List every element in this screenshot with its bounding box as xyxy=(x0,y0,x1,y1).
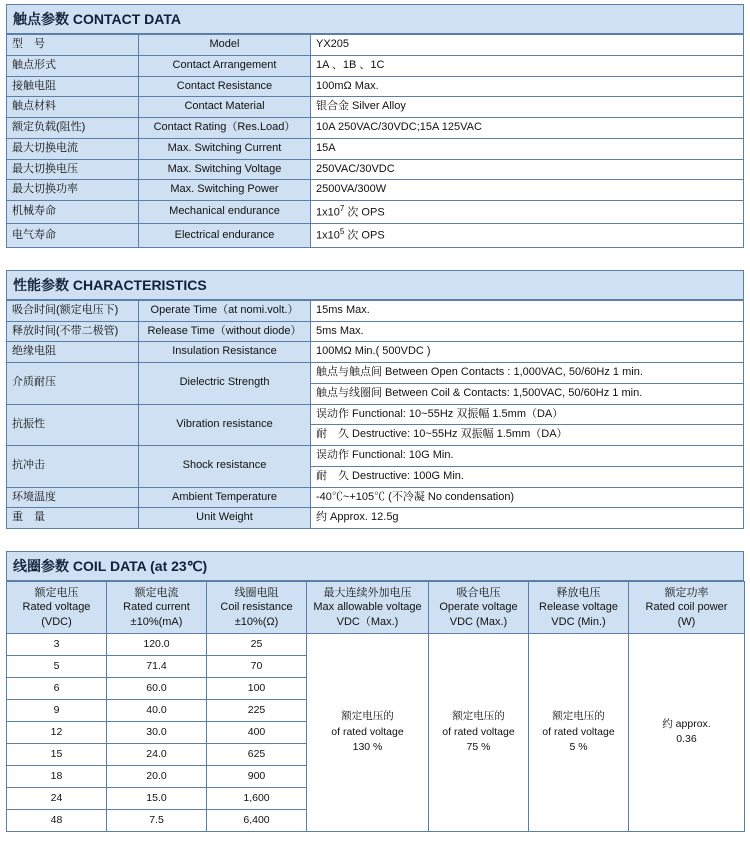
param-value: 2500VA/300W xyxy=(311,180,744,201)
param-label-cn: 环境温度 xyxy=(7,487,139,508)
param-value: 约 Approx. 12.5g xyxy=(311,508,744,529)
rated-voltage-value: 3 xyxy=(7,633,107,655)
param-value: 10A 250VAC/30VDC;15A 125VAC xyxy=(311,118,744,139)
param-value: -40℃~+105℃ (不冷凝 No condensation) xyxy=(311,487,744,508)
coil-resistance-value: 900 xyxy=(207,765,307,787)
param-label-en: Model xyxy=(139,35,311,56)
param-label-cn: 触点材料 xyxy=(7,97,139,118)
param-label-en: Electrical endurance xyxy=(139,224,311,247)
param-label-cn: 机械寿命 xyxy=(7,201,139,224)
rated-current-value: 15.0 xyxy=(107,787,207,809)
table-row xyxy=(7,159,744,180)
rated-current-value: 120.0 xyxy=(107,633,207,655)
rated-voltage-value: 12 xyxy=(7,721,107,743)
table-row xyxy=(7,446,744,467)
param-label-en: Max. Switching Power xyxy=(139,180,311,201)
table-row xyxy=(7,321,744,342)
param-value: 250VAC/30VDC xyxy=(311,159,744,180)
param-label-cn: 接触电阻 xyxy=(7,76,139,97)
table-row xyxy=(7,487,744,508)
table-row xyxy=(7,180,744,201)
rated-current-value: 24.0 xyxy=(107,743,207,765)
column-header: 额定电流 Rated current ±10%(mA) xyxy=(107,582,207,634)
column-header: 线圈电阻 Coil resistance ±10%(Ω) xyxy=(207,582,307,634)
param-label-en: Contact Material xyxy=(139,97,311,118)
rated-voltage-value: 15 xyxy=(7,743,107,765)
table-row xyxy=(7,55,744,76)
rated-voltage-value: 5 xyxy=(7,655,107,677)
rated-voltage-value: 18 xyxy=(7,765,107,787)
param-label-cn: 介质耐压 xyxy=(7,363,139,405)
param-label-en: Contact Resistance xyxy=(139,76,311,97)
param-label-en: Contact Arrangement xyxy=(139,55,311,76)
param-value: 100mΩ Max. xyxy=(311,76,744,97)
rated-current-value: 20.0 xyxy=(107,765,207,787)
param-label-cn: 抗振性 xyxy=(7,404,139,446)
spacer-2 xyxy=(6,529,744,551)
coil-resistance-value: 100 xyxy=(207,677,307,699)
param-value: 100MΩ Min.( 500VDC ) xyxy=(311,342,744,363)
table-row xyxy=(7,35,744,56)
section-title-characteristics xyxy=(6,270,744,300)
param-value: 1A 、1B 、1C xyxy=(311,55,744,76)
param-value: 银合金 Silver Alloy xyxy=(311,97,744,118)
param-label-cn: 吸合时间(额定电压下) xyxy=(7,300,139,321)
coil-resistance-value: 625 xyxy=(207,743,307,765)
param-label-cn: 电气寿命 xyxy=(7,224,139,247)
param-value: 触点与线圈间 Between Coil & Contacts: 1,500VAC, 50/60Hz 1 min. xyxy=(311,383,744,404)
column-header: 额定电压 Rated voltage (VDC) xyxy=(7,582,107,634)
param-value: YX205 xyxy=(311,35,744,56)
rated-voltage-value: 6 xyxy=(7,677,107,699)
coil-resistance-value: 25 xyxy=(207,633,307,655)
param-label-cn: 绝缘电阻 xyxy=(7,342,139,363)
param-label-en: Mechanical endurance xyxy=(139,201,311,224)
table-row xyxy=(7,201,744,224)
param-label-en: Operate Time（at nomi.volt.） xyxy=(139,300,311,321)
rated-current-value: 71.4 xyxy=(107,655,207,677)
table-row xyxy=(7,633,745,655)
rated-coil-power-value: 约 approx. 0.36 xyxy=(629,633,745,831)
rated-current-value: 40.0 xyxy=(107,699,207,721)
section-title-coil-data xyxy=(6,551,744,581)
param-label-en: Contact Rating（Res.Load） xyxy=(139,118,311,139)
table-row xyxy=(7,363,744,384)
characteristics-table xyxy=(6,300,744,529)
column-header: 最大连续外加电压 Max allowable voltage VDC（Max.) xyxy=(307,582,429,634)
column-header: 释放电压 Release voltage VDC (Min.) xyxy=(529,582,629,634)
coil-header-row xyxy=(7,582,745,634)
rated-voltage-value: 24 xyxy=(7,787,107,809)
section-title-cn: 触点参数 xyxy=(13,11,69,27)
spacer-1 xyxy=(6,248,744,270)
param-value: 15ms Max. xyxy=(311,300,744,321)
param-label-cn: 最大切换电压 xyxy=(7,159,139,180)
param-value: $1x10^7$ 次 OPS xyxy=(311,201,744,224)
param-value: 15A xyxy=(311,138,744,159)
coil-resistance-value: 70 xyxy=(207,655,307,677)
table-row xyxy=(7,404,744,425)
param-value: 误动作 Functional: 10G Min. xyxy=(311,446,744,467)
section-title-en: COIL DATA (at 23℃) xyxy=(72,558,208,575)
coil-resistance-value: 6,400 xyxy=(207,809,307,831)
param-label-cn: 抗冲击 xyxy=(7,446,139,488)
param-label-cn: 最大切换功率 xyxy=(7,180,139,201)
rated-current-value: 7.5 xyxy=(107,809,207,831)
param-label-en: Max. Switching Voltage xyxy=(139,159,311,180)
param-label-cn: 最大切换电流 xyxy=(7,138,139,159)
table-row xyxy=(7,224,744,247)
rated-voltage-value: 48 xyxy=(7,809,107,831)
section-title-en: CHARACTERISTICS xyxy=(72,276,207,293)
param-value: 触点与触点间 Between Open Contacts : 1,000VAC, 50/60Hz 1 min. xyxy=(311,363,744,384)
param-value: 耐 久 Destructive: 100G Min. xyxy=(311,466,744,487)
table-row xyxy=(7,300,744,321)
param-label-cn: 重 量 xyxy=(7,508,139,529)
table-row xyxy=(7,342,744,363)
rated-current-value: 60.0 xyxy=(107,677,207,699)
table-row xyxy=(7,76,744,97)
param-value: 误动作 Functional: 10~55Hz 双振幅 1.5mm（DA） xyxy=(311,404,744,425)
table-row xyxy=(7,138,744,159)
param-value: 5ms Max. xyxy=(311,321,744,342)
contact-data-table xyxy=(6,34,744,248)
coil-resistance-value: 400 xyxy=(207,721,307,743)
param-label-en: Shock resistance xyxy=(139,446,311,488)
param-label-en: Max. Switching Current xyxy=(139,138,311,159)
param-label-cn: 释放时间(不带二极管) xyxy=(7,321,139,342)
table-row xyxy=(7,118,744,139)
coil-data-table xyxy=(6,581,745,832)
rated-voltage-value: 9 xyxy=(7,699,107,721)
column-header: 吸合电压 Operate voltage VDC (Max.) xyxy=(429,582,529,634)
param-label-cn: 额定负载(阻性) xyxy=(7,118,139,139)
max-allowable-voltage-value: 额定电压的 of rated voltage 130 % xyxy=(307,633,429,831)
param-label-cn: 型 号 xyxy=(7,35,139,56)
rated-current-value: 30.0 xyxy=(107,721,207,743)
operate-voltage-value: 额定电压的 of rated voltage 75 % xyxy=(429,633,529,831)
param-label-en: Vibration resistance xyxy=(139,404,311,446)
section-title-cn: 性能参数 xyxy=(13,276,69,293)
column-header: 额定功率 Rated coil power (W) xyxy=(629,582,745,634)
table-row xyxy=(7,508,744,529)
param-label-cn: 触点形式 xyxy=(7,55,139,76)
param-value: $1x10^5$ 次 OPS xyxy=(311,224,744,247)
param-label-en: Release Time（without diode） xyxy=(139,321,311,342)
section-title-en: CONTACT DATA xyxy=(72,11,181,27)
param-label-en: Dielectric Strength xyxy=(139,363,311,405)
coil-resistance-value: 1,600 xyxy=(207,787,307,809)
section-title-contact-data xyxy=(6,4,744,34)
param-label-en: Unit Weight xyxy=(139,508,311,529)
coil-resistance-value: 225 xyxy=(207,699,307,721)
table-row xyxy=(7,97,744,118)
release-voltage-value: 额定电压的 of rated voltage 5 % xyxy=(529,633,629,831)
param-label-en: Insulation Resistance xyxy=(139,342,311,363)
param-value: 耐 久 Destructive: 10~55Hz 双振幅 1.5mm（DA） xyxy=(311,425,744,446)
param-label-en: Ambient Temperature xyxy=(139,487,311,508)
section-title-cn: 线圈参数 xyxy=(13,558,69,575)
